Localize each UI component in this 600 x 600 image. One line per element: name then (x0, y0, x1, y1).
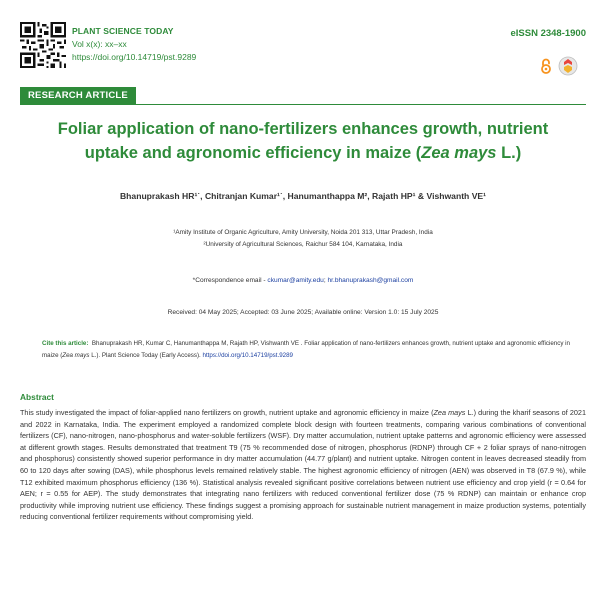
abstract-text (20, 407, 586, 523)
abstract-part-2: L.) during the kharif seasons of 2021 and 2022 in Karnataka, India. The experiment employed a randomized complete block design with fourteen treatments, comparing various combinations of conventional fertilizers (CF), nano-nitrogen, nano-phosphorus and water-soluble fertilizers (WSF). Dry matter accumulation, nutrient uptake patterns and agronomic efficiency were assessed at different growth stages. Results demonstrated that treatment T9 (75 % recommended dose of nitrogen, phosphorus (RDNP) through CF + 2 foliar sprays of nano-nitrogen and phosphorus) consistently showed superior performance in dry matter accumulation (44.77 g/plant) and nutrient uptake. Nitrogen content in leaves decreased steadily from 60 to 120 days after sowing (DAS), while phosphorus levels remained relatively stable. The highest agronomic efficiency of nitrogen (AEN) was observed in T8 (67.9 %), while T12 exhibited maximum phosphorus efficiency (136 %). Statistical analysis revealed significant positive correlations between nutrient use efficiency and crop yield (r = 0.64 for AEN; r = 0.55 for AEP). The study demonstrates that integrating nano fertilizers with reduced conventional fertilizer dose (75 % RDNP) can maintain or enhance crop productivity while improving nutrient use efficiency. These findings suggest a promising approach for sustainable nutrient management in maize production systems, potentially reducing conventional fertilizer requirements without compromising yield. (20, 408, 586, 522)
author-list: Bhanuprakash HR¹˙, Chitranjan Kumar¹˙, Hanumanthappa M², Rajath HP¹ & Vishwanth VE¹ (119, 191, 487, 201)
citation-block (42, 338, 572, 361)
correspondence-label: *Correspondence email - (192, 277, 268, 284)
title-main: Foliar application of nano-fertilizers enhances growth, nutrient uptake and agronomic efficiency in maize ( (57, 120, 549, 162)
article-type-badge: RESEARCH ARTICLE (20, 87, 136, 105)
journal-volume: Vol x(x): xx–xx (72, 39, 127, 49)
affiliations (20, 227, 586, 251)
title-species: Zea mays (421, 144, 497, 162)
abstract-part-1: This study investigated the impact of foliar-applied nano fertilizers on growth, nutrient uptake and agronomic efficiency in maize ( (20, 408, 434, 417)
access-icons (540, 56, 578, 76)
qr-code-icon[interactable] (20, 22, 66, 68)
journal-info (72, 26, 196, 62)
abstract-species: Zea mays (433, 408, 466, 417)
header-divider (20, 104, 586, 105)
journal-header (20, 22, 586, 80)
citation-text-1: Bhanuprakash HR, Kumar C, Hanumanthappa M, Rajath HP, Vishwanth VE . Foliar application of nano-fertilizers enhances growth, nutrient uptake and agronomic efficiency in maize ( (42, 340, 570, 359)
affiliation-2: ²University of Agricultural Sciences, Raichur 584 104, Karnataka, India (203, 241, 403, 248)
publication-dates: Received: 04 May 2025; Accepted: 03 June 2025; Available online: Version 1.0: 15 July 2025 (167, 309, 439, 316)
abstract-heading: Abstract (20, 392, 54, 402)
email-link-1[interactable]: ckumar@amity.edu (267, 277, 324, 284)
citation-doi-link[interactable]: https://doi.org/10.14719/pst.9289 (202, 351, 293, 359)
issn: eISSN 2348-1900 (510, 28, 586, 39)
journal-name: PLANT SCIENCE TODAY (72, 26, 174, 36)
title-end: L.) (496, 144, 522, 162)
citation-text-2: L.). Plant Science Today (Early Access). (89, 351, 203, 359)
citation-label: Cite this article: (42, 340, 89, 347)
email-link-2[interactable]: hr.bhanuprakash@gmail.com (327, 277, 414, 284)
email-separator: ; (323, 277, 328, 284)
crossmark-icon[interactable] (558, 56, 578, 76)
citation-species: Zea mays (62, 351, 90, 359)
affiliation-1: ¹Amity Institute of Organic Agriculture, Amity University, Noida 201 313, Uttar Pradesh, India (173, 229, 433, 236)
correspondence (20, 277, 586, 284)
article-title (40, 117, 566, 165)
open-access-icon[interactable] (540, 58, 552, 74)
journal-doi-link[interactable]: https://doi.org/10.14719/pst.9289 (72, 52, 197, 62)
